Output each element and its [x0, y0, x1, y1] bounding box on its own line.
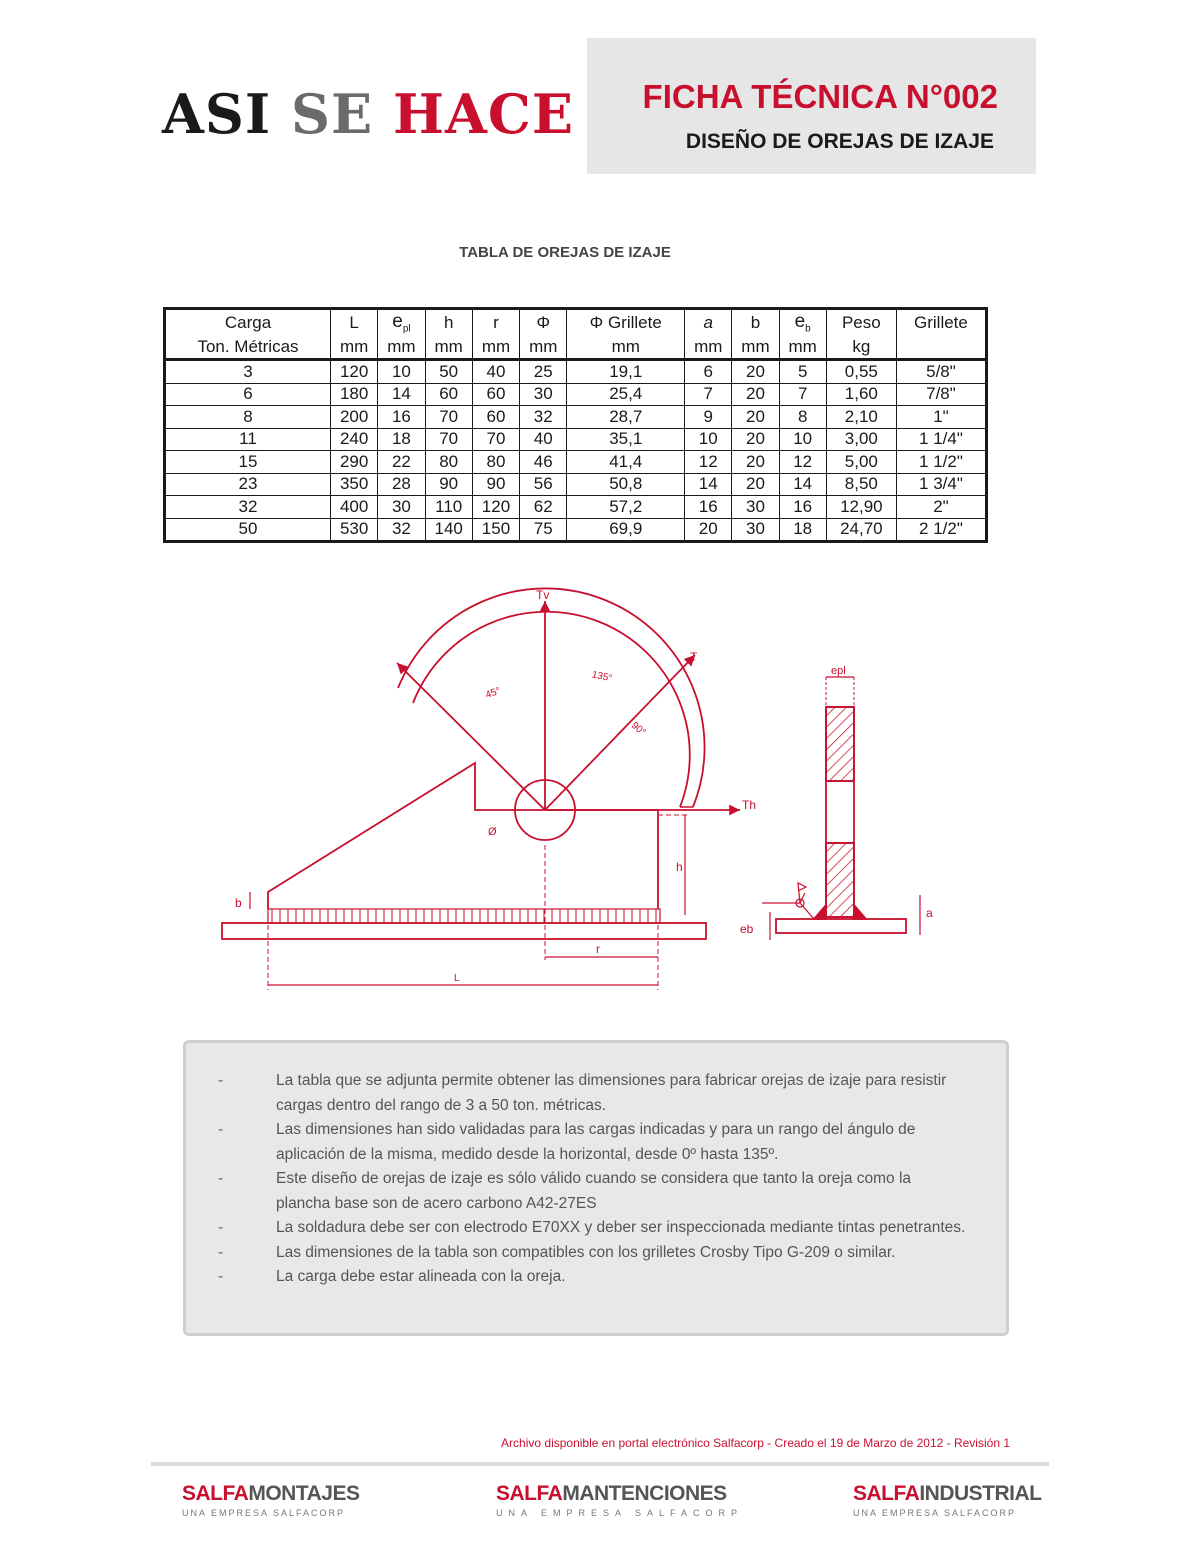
table-cell: 16 [685, 496, 732, 519]
table-cell: 20 [732, 473, 779, 496]
note-bullet: - [218, 1243, 224, 1261]
col-header-eb-sub: b [805, 323, 811, 335]
footer-divider [151, 1462, 1049, 1466]
col-header: Φ [520, 309, 567, 337]
brand-word-1: ASI [162, 82, 272, 146]
table-cell: 530 [331, 518, 378, 542]
table-cell: 50 [165, 518, 331, 542]
table-cell: 2 1/2" [896, 518, 986, 542]
table-cell: 70 [472, 428, 519, 451]
table-header-row [165, 309, 987, 337]
table-row [165, 518, 987, 542]
table-cell: 10 [779, 428, 826, 451]
table-cell: 40 [472, 360, 519, 384]
force-135 [397, 663, 545, 810]
logo-part-a: SALFA [853, 1482, 920, 1505]
table-cell: 8 [165, 406, 331, 429]
unit-header: mm [567, 336, 685, 360]
table-title: TABLA DE OREJAS DE IZAJE [459, 244, 671, 261]
table-cell: 46 [520, 451, 567, 474]
label-th: Th [742, 798, 757, 812]
table-cell: 1" [896, 406, 986, 429]
label-45: 45° [484, 685, 503, 702]
table-cell: 14 [378, 383, 425, 406]
logo-tagline: UNA EMPRESA SALFACORP [496, 1508, 744, 1518]
label-135: 135° [590, 669, 614, 685]
col-header-epl: $e_{pl}$ [378, 309, 425, 337]
unit-header: mm [520, 336, 567, 360]
table-cell: 16 [779, 496, 826, 519]
table-units-row [165, 336, 987, 360]
col-header: r [472, 309, 519, 337]
notes-panel [183, 1040, 1009, 1336]
table-row [165, 451, 987, 474]
logo-tagline: UNA EMPRESA SALFACORP [182, 1508, 346, 1518]
table-cell: 3,00 [826, 428, 896, 451]
note-item [186, 1216, 966, 1241]
table-cell: 1,60 [826, 383, 896, 406]
base-plate [222, 923, 706, 939]
col-header: h [425, 309, 472, 337]
notes-list [186, 1043, 1006, 1290]
table-cell: 200 [331, 406, 378, 429]
brand-logo [162, 82, 574, 146]
col-header: b [732, 309, 779, 337]
table-cell: 240 [331, 428, 378, 451]
table-cell: 150 [472, 518, 519, 542]
table-cell: 41,4 [567, 451, 685, 474]
table-cell: 32 [165, 496, 331, 519]
table-cell: 20 [732, 383, 779, 406]
col-header-eb: $e_b$ [779, 309, 826, 337]
label-epl: epl [831, 665, 846, 677]
table-cell: 20 [732, 360, 779, 384]
unit-header: mm [685, 336, 732, 360]
logo-part-b: INDUSTRIAL [919, 1482, 1042, 1505]
table-cell: 10 [685, 428, 732, 451]
note-text: Este diseño de orejas de izaje es sólo válido cuando se considera que tanto la oreja como la plancha base son de acero carbono A42-27ES [276, 1170, 912, 1212]
logo-part-b: MANTENCIONES [562, 1482, 727, 1505]
lug-diagram [210, 585, 970, 995]
table-cell: 5/8" [896, 360, 986, 384]
table-cell: 70 [425, 406, 472, 429]
page-title: FICHA TÉCNICA N°002 [642, 78, 998, 115]
table-cell: 20 [732, 428, 779, 451]
note-text: Las dimensiones de la tabla son compatibles con los grilletes Crosby Tipo G-209 o similar. [276, 1243, 896, 1261]
table-cell: 30 [732, 496, 779, 519]
table-cell: 50,8 [567, 473, 685, 496]
side-base-plate [776, 919, 906, 933]
table-cell: 14 [685, 473, 732, 496]
table-row [165, 406, 987, 429]
table-cell: 24,70 [826, 518, 896, 542]
table-cell: 9 [685, 406, 732, 429]
logo-part-a: SALFA [496, 1482, 563, 1505]
logo-name [496, 1482, 743, 1506]
note-text: La carga debe estar alineada con la oreja. [276, 1268, 566, 1285]
label-a: a [926, 906, 933, 920]
table-cell: 1 1/4" [896, 428, 986, 451]
table-cell: 32 [378, 518, 425, 542]
label-phi: Ø [488, 826, 497, 838]
note-bullet: - [218, 1268, 224, 1285]
table-cell: 90 [425, 473, 472, 496]
table-cell: 20 [732, 406, 779, 429]
label-r: r [596, 942, 600, 956]
table-cell: 5 [779, 360, 826, 384]
table-cell: 6 [685, 360, 732, 384]
lifting-lug-table [163, 307, 988, 543]
label-l: L [454, 973, 460, 984]
table-cell: 90 [472, 473, 519, 496]
table-cell: 25,4 [567, 383, 685, 406]
table-cell: 7/8" [896, 383, 986, 406]
table-cell: 6 [165, 383, 331, 406]
table-row [165, 473, 987, 496]
footer-note: Archivo disponible en portal electrónico Salfacorp - Creado el 19 de Marzo de 2012 - Revisión 1 [501, 1436, 1010, 1450]
table-cell: 56 [520, 473, 567, 496]
table-cell: 50 [425, 360, 472, 384]
table-cell: 23 [165, 473, 331, 496]
table-cell: 0,55 [826, 360, 896, 384]
note-bullet: - [218, 1170, 224, 1187]
unit-header [896, 336, 986, 360]
table-cell: 12 [779, 451, 826, 474]
logo-salfamontajes [182, 1482, 359, 1518]
table-cell: 140 [425, 518, 472, 542]
table-cell: 8 [779, 406, 826, 429]
unit-header: mm [331, 336, 378, 360]
table-cell: 15 [165, 451, 331, 474]
table-row [165, 360, 987, 384]
table-cell: 20 [685, 518, 732, 542]
table-cell: 7 [779, 383, 826, 406]
weld-ticks [272, 909, 656, 923]
note-item [186, 1069, 966, 1118]
table-cell: 10 [378, 360, 425, 384]
table-body [165, 360, 987, 542]
brand-word-3: HACE [392, 82, 574, 146]
table-cell: 28 [378, 473, 425, 496]
table-cell: 16 [378, 406, 425, 429]
note-text: La soldadura debe ser con electrodo E70XX y deber ser inspeccionada mediante tintas penetrantes. [276, 1219, 966, 1236]
unit-header: mm [779, 336, 826, 360]
table-cell: 180 [331, 383, 378, 406]
logo-salfamantenciones [496, 1482, 743, 1518]
table-cell: 1 1/2" [896, 451, 986, 474]
col-header: Φ Grillete [567, 309, 685, 337]
note-bullet: - [218, 1072, 224, 1089]
table-cell: 28,7 [567, 406, 685, 429]
lug-inner-arc [413, 612, 690, 807]
table-cell: 60 [425, 383, 472, 406]
table-cell: 120 [331, 360, 378, 384]
label-h: h [676, 860, 683, 874]
lug-outer-arc [398, 588, 705, 807]
table-cell: 12,90 [826, 496, 896, 519]
table-cell: 32 [520, 406, 567, 429]
table-cell: 35,1 [567, 428, 685, 451]
table-cell: 75 [520, 518, 567, 542]
table-cell: 350 [331, 473, 378, 496]
table-row [165, 428, 987, 451]
table-cell: 19,1 [567, 360, 685, 384]
logo-name [182, 1482, 359, 1506]
table-cell: 18 [378, 428, 425, 451]
table-cell: 5,00 [826, 451, 896, 474]
side-hatch-top [826, 707, 854, 781]
table-cell: 8,50 [826, 473, 896, 496]
table-row [165, 383, 987, 406]
table-cell: 7 [685, 383, 732, 406]
table-cell: 30 [378, 496, 425, 519]
label-90: 90° [628, 720, 648, 739]
table-cell: 400 [331, 496, 378, 519]
brand-word-2: SE [290, 82, 374, 146]
col-header: Grillete [896, 309, 986, 337]
unit-header: Ton. Métricas [165, 336, 331, 360]
side-hatch-bottom [826, 843, 854, 917]
table-cell: 80 [425, 451, 472, 474]
unit-header: kg [826, 336, 896, 360]
table-cell: 40 [520, 428, 567, 451]
label-eb: eb [740, 922, 754, 936]
table-row [165, 496, 987, 519]
note-text: La tabla que se adjunta permite obtener las dimensiones para fabricar orejas de izaje para resistir cargas dentro del rango de 3 a 50 ton. métricas. [276, 1072, 947, 1114]
logo-salfaindustrial [853, 1482, 1042, 1518]
col-header: Peso [826, 309, 896, 337]
table-cell: 14 [779, 473, 826, 496]
note-item [186, 1265, 966, 1290]
table-cell: 12 [685, 451, 732, 474]
note-item [186, 1118, 966, 1167]
label-t: T [690, 650, 698, 664]
col-header: Carga [165, 309, 331, 337]
unit-header: mm [378, 336, 425, 360]
table-cell: 1 3/4" [896, 473, 986, 496]
label-b: b [235, 896, 242, 910]
note-item [186, 1241, 966, 1266]
table-cell: 60 [472, 383, 519, 406]
table-cell: 30 [520, 383, 567, 406]
table-cell: 290 [331, 451, 378, 474]
table-cell: 60 [472, 406, 519, 429]
table-cell: 20 [732, 451, 779, 474]
table-cell: 70 [425, 428, 472, 451]
note-item [186, 1167, 966, 1216]
note-bullet: - [218, 1219, 224, 1236]
unit-header: mm [425, 336, 472, 360]
table-cell: 2,10 [826, 406, 896, 429]
table-cell: 120 [472, 496, 519, 519]
logo-name [853, 1482, 1042, 1506]
table-cell: 18 [779, 518, 826, 542]
table-cell: 11 [165, 428, 331, 451]
table-cell: 57,2 [567, 496, 685, 519]
table-cell: 62 [520, 496, 567, 519]
col-header-epl-sub: pl [402, 323, 411, 335]
side-weld-left [814, 905, 826, 919]
col-header: a [685, 309, 732, 337]
logo-part-b: MONTAJES [248, 1482, 360, 1505]
logo-part-a: SALFA [182, 1482, 249, 1505]
table-cell: 3 [165, 360, 331, 384]
unit-header: mm [472, 336, 519, 360]
side-weld-right [854, 905, 866, 919]
table-cell: 69,9 [567, 518, 685, 542]
table-cell: 25 [520, 360, 567, 384]
label-tv: Tv [536, 588, 550, 602]
unit-header: mm [732, 336, 779, 360]
col-header: L [331, 309, 378, 337]
page-subtitle: DISEÑO DE OREJAS DE IZAJE [685, 130, 994, 153]
lug-outline [268, 763, 658, 909]
table-cell: 30 [732, 518, 779, 542]
note-text: Las dimensiones han sido validadas para las cargas indicadas y para un rango del ángulo de aplicación de la misma, medido desde la horizontal, desde 0º hasta 135º. [276, 1121, 916, 1163]
logo-tagline: UNA EMPRESA SALFACORP [853, 1508, 1017, 1518]
note-bullet: - [218, 1121, 224, 1138]
header-panel [587, 38, 1036, 174]
table-cell: 110 [425, 496, 472, 519]
table-cell: 22 [378, 451, 425, 474]
table-cell: 80 [472, 451, 519, 474]
force-t [545, 655, 695, 810]
table-cell: 2" [896, 496, 986, 519]
